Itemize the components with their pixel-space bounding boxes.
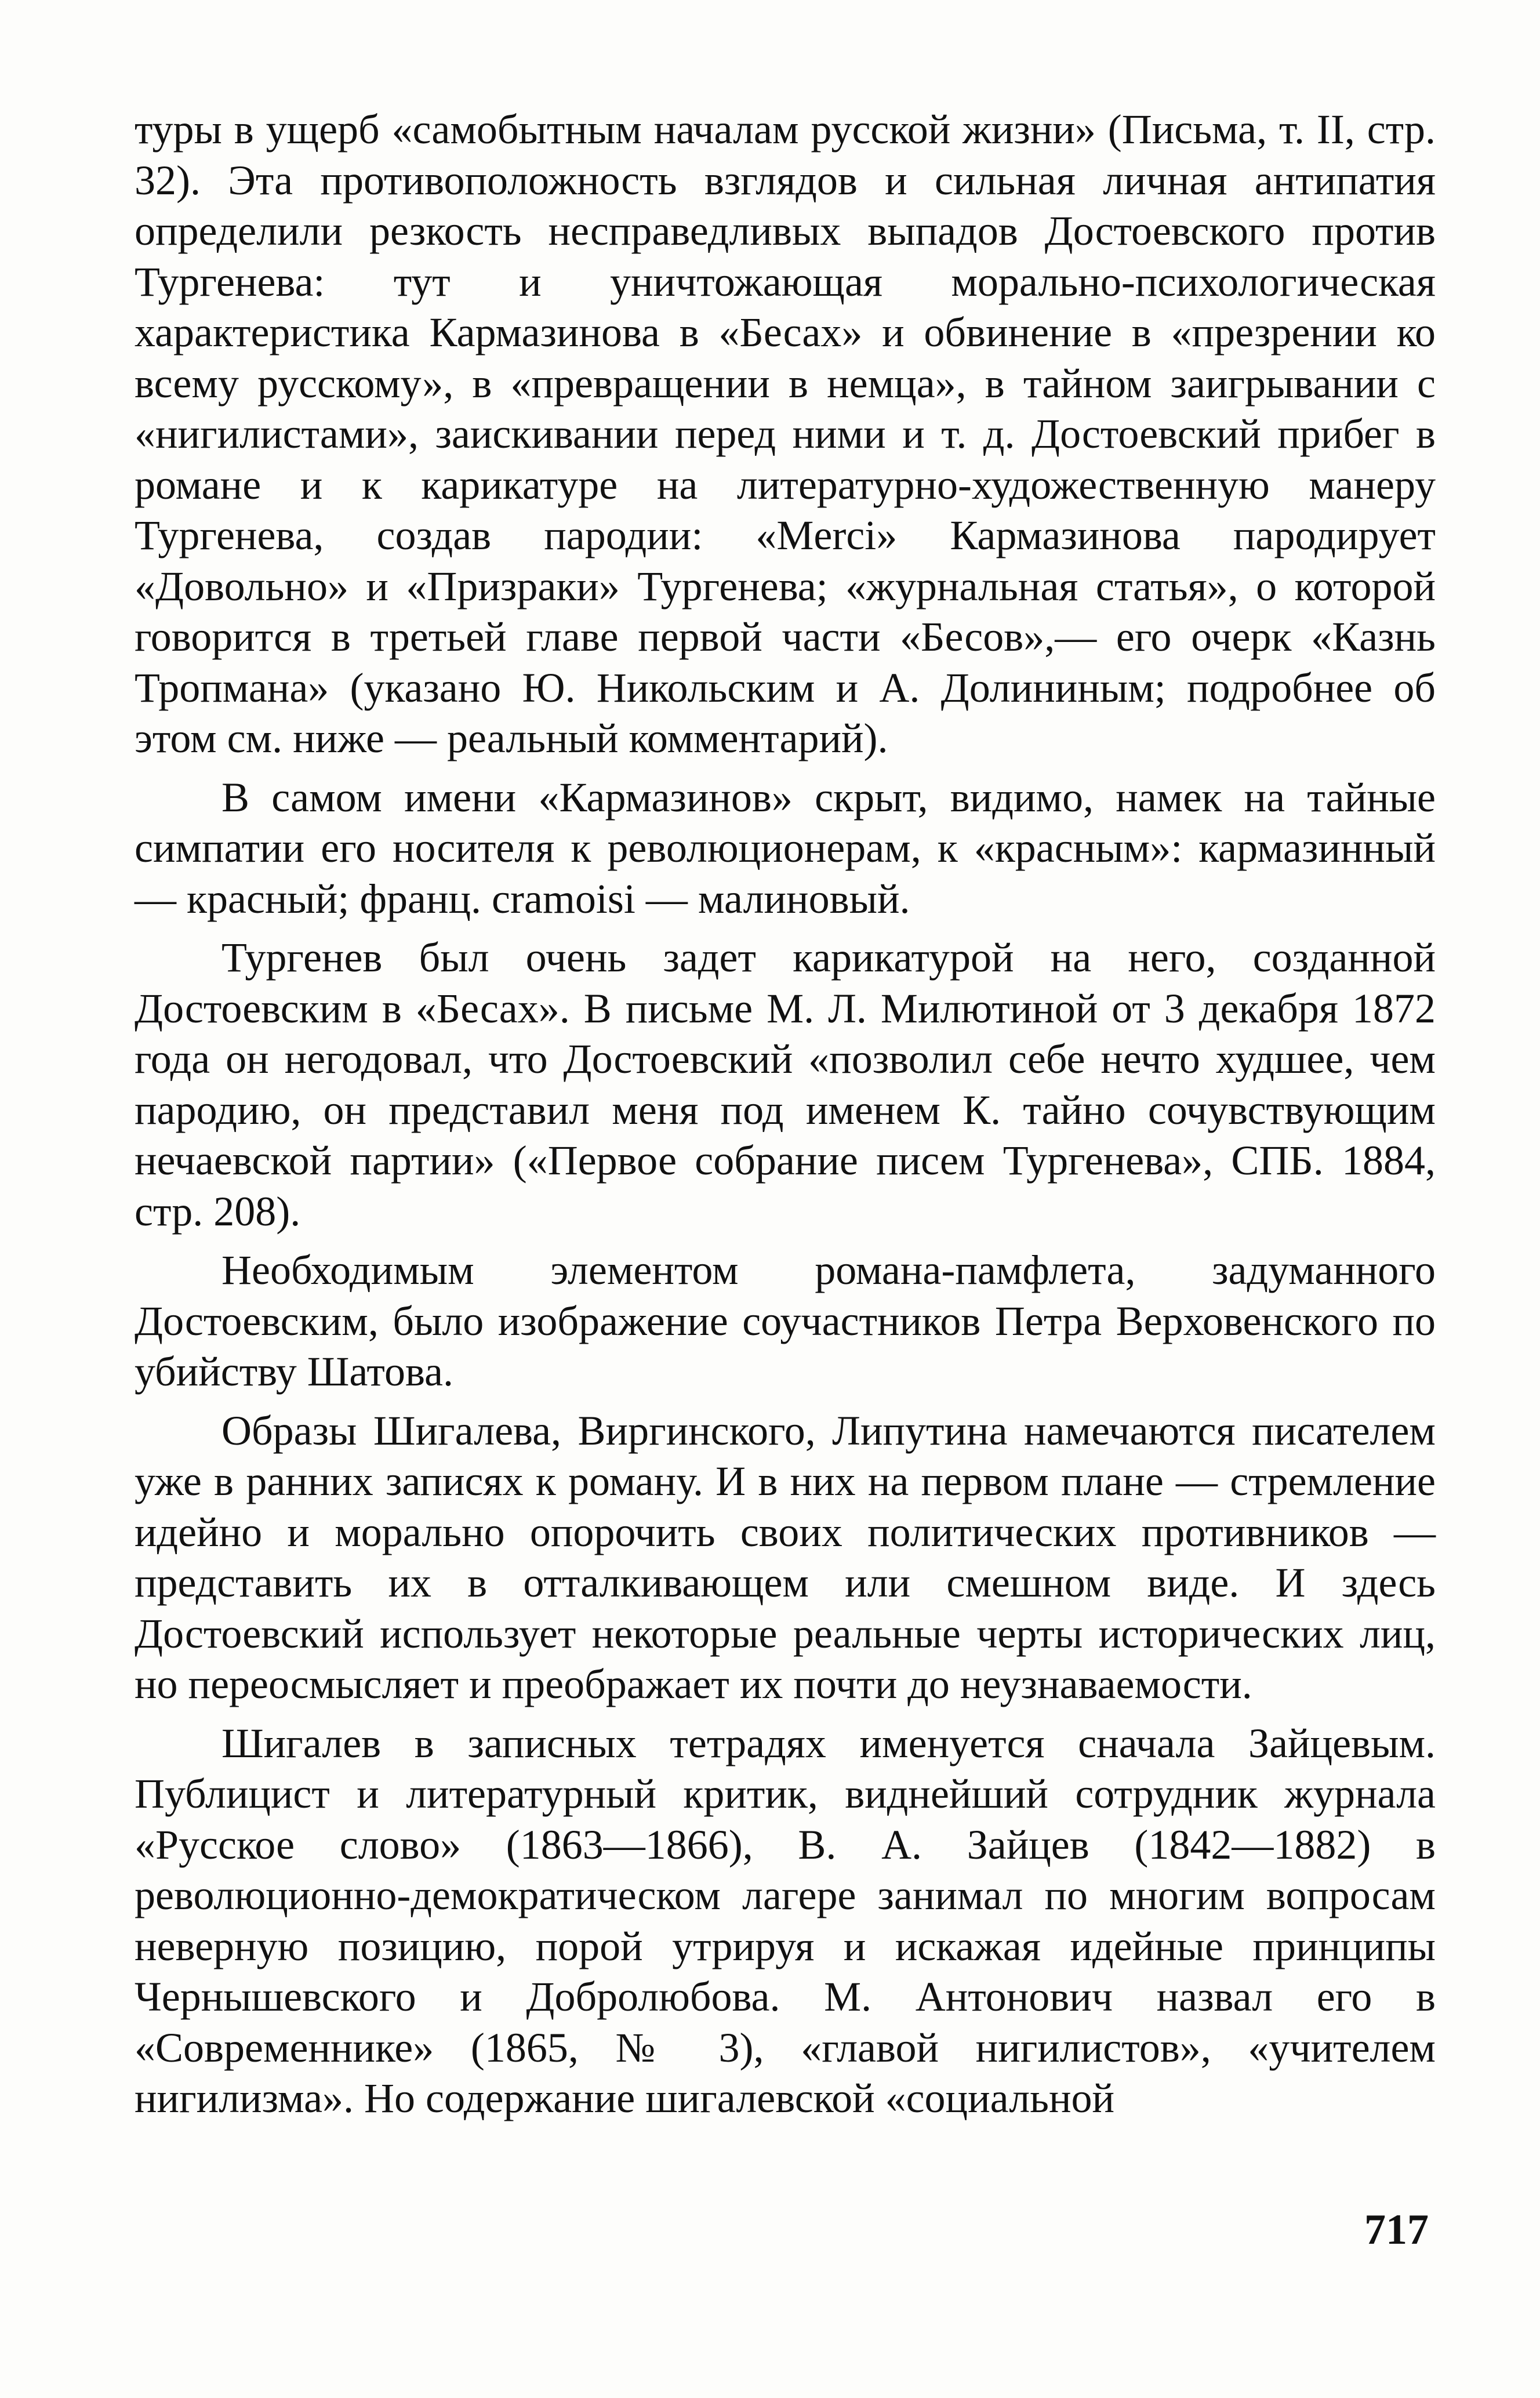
page-number: 717 bbox=[1364, 2206, 1429, 2254]
paragraph-1: туры в ущерб «самобытным началам русской жизни» (Письма, т. II, стр. 32). Эта противоположность взглядов и сильная личная антипатия определили резкость несправедливых выпадов Достоевского против Тургенева: тут и уничтожающая морально-психологическая характеристика Кармазинова в «Бесах» и обвинение в «презрении ко всему русскому», в «превращении в немца», в тайном заигрывании с «нигилистами», заискивании перед ними и т. д. Достоевский прибег в романе и к карикатуре на литературно-художественную манеру Тургенева, создав пародии: «Merci» Кармазинова пародирует «Довольно» и «Призраки» Тургенева; «журнальная статья», о которой говорится в третьей главе первой части «Бесов»,— его очерк «Казнь Тропмана» (указано Ю. Никольским и А. Долининым; подробнее об этом см. ниже — реальный комментарий). bbox=[135, 106, 1436, 761]
paragraph-6: Шигалев в записных тетрадях именуется сначала Зайцевым. Публицист и литературный критик, виднейший сотрудник журнала «Русское слово» (1863—1866), В. А. Зайцев (1842—1882) в революционно-демократическом лагере занимал по многим вопросам неверную позицию, порой утрируя и искажая идейные принципы Чернышевского и Добролюбова. М. Антонович назвал его в «Современнике» (1865, № 3), «главой нигилистов», «учителем нигилизма». Но содержание шигалевской «социальной bbox=[135, 1719, 1436, 2121]
paragraph-2: В самом имени «Кармазинов» скрыт, видимо, намек на тайные симпатии его носителя к революционерам, к «красным»: кармазинный — красный; франц. cramoisi — малиновый. bbox=[135, 774, 1436, 922]
paragraph-3: Тургенев был очень задет карикатурой на него, созданной Достоевским в «Бесах». В письме М. Л. Милютиной от 3 декабря 1872 года он негодовал, что Достоевский «позволил себе нечто худшее, чем пародию, он представил меня под именем К. тайно сочувствующим нечаевской партии» («Первое собрание писем Тургенева», СПБ. 1884, стр. 208). bbox=[135, 934, 1436, 1235]
paragraph-5: Образы Шигалева, Виргинского, Липутина намечаются писателем уже в ранних записях к роману. И в них на первом плане — стремление идейно и морально опорочить своих политических противников — представить их в отталкивающем или смешном виде. И здесь Достоевский использует некоторые реальные черты исторических лиц, но переосмысляет и преображает их почти до неузнаваемости. bbox=[135, 1407, 1436, 1707]
paragraph-4: Необходимым элементом романа-памфлета, задуманного Достоевским, было изображение соучастников Петра Верховенского по убийству Шатова. bbox=[135, 1247, 1436, 1395]
page-body bbox=[135, 104, 1436, 2132]
